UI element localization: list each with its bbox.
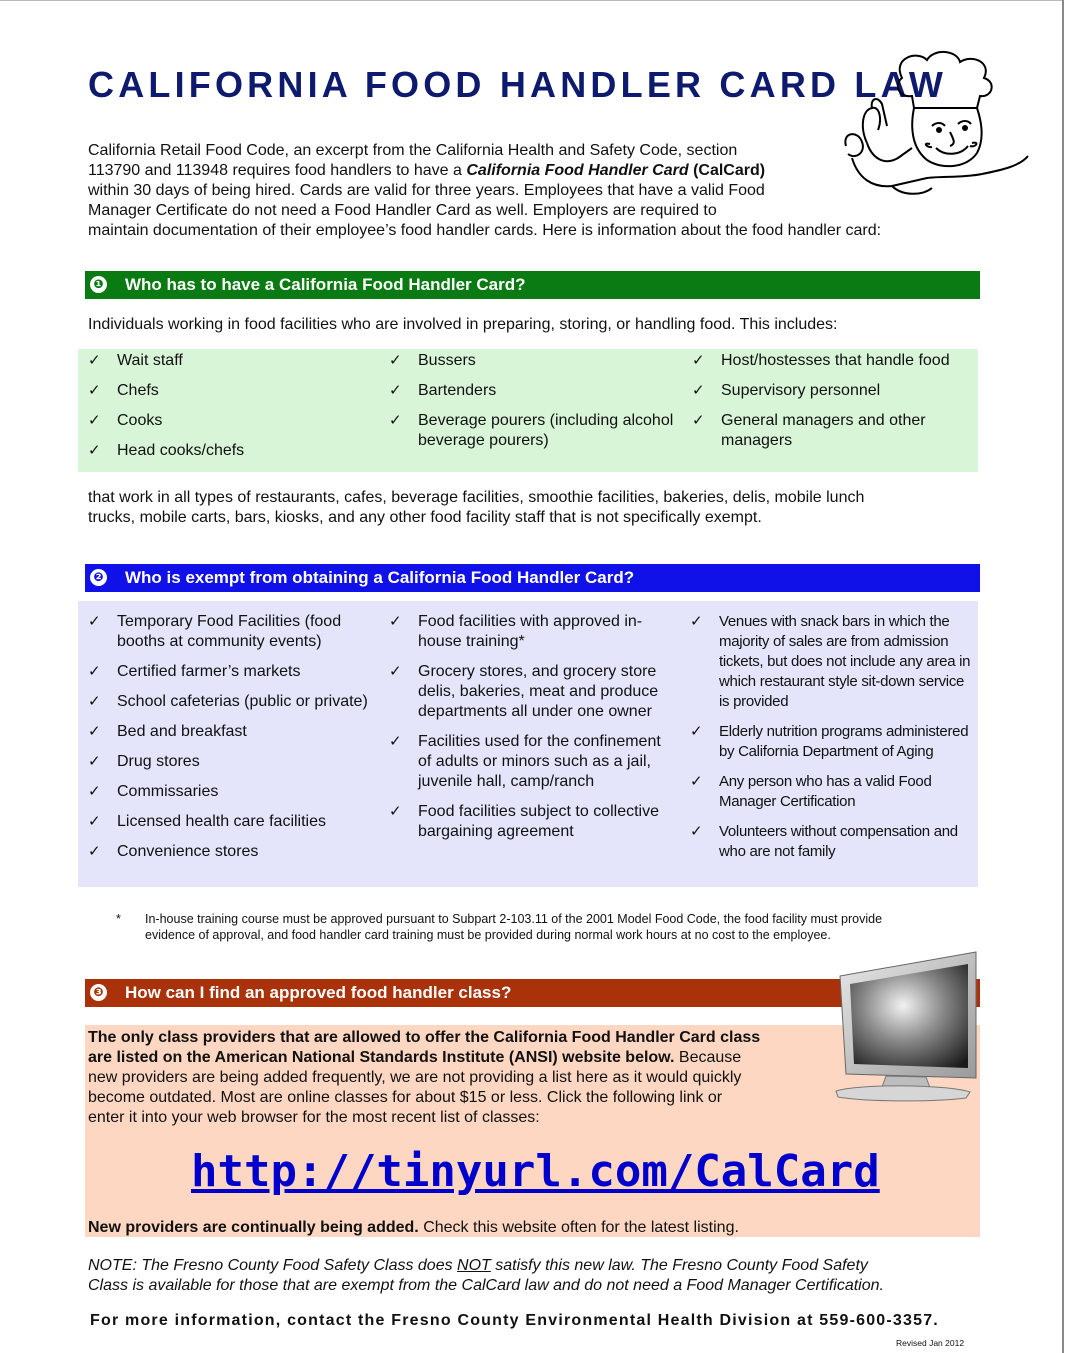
section2-number-icon: ❷ xyxy=(90,569,107,586)
section1-heading: Who has to have a California Food Handler Card? xyxy=(125,275,526,294)
section2-col1 xyxy=(88,612,373,862)
list-item xyxy=(690,722,975,762)
section1-header xyxy=(85,271,980,299)
list-item xyxy=(690,772,975,812)
check-icon: ✓ xyxy=(690,723,703,740)
check-icon: ✓ xyxy=(389,733,402,750)
list-item-text: Temporary Food Facilities (food booths at community events) xyxy=(117,613,342,650)
list-item xyxy=(389,802,669,842)
list-item xyxy=(389,612,669,652)
section2-header xyxy=(85,564,980,592)
computer-monitor-illustration xyxy=(826,946,980,1104)
check-icon: ✓ xyxy=(692,412,705,429)
section3-bold-text: are listed on the American National Standards Institute (ANSI) website below. xyxy=(88,1049,675,1066)
list-item-text: Bartenders xyxy=(418,382,497,399)
list-item xyxy=(692,411,962,451)
revised-date: Revised Jan 2012 xyxy=(896,1338,965,1348)
intro-line: maintain documentation of their employee’s food handler cards. Here is information about the food handler card: xyxy=(88,222,882,239)
section3-line xyxy=(88,1028,828,1048)
note-text: satisfy this new law. The Fresno County Food Safety xyxy=(490,1257,868,1274)
list-item-text: Licensed health care facilities xyxy=(117,813,327,830)
list-item xyxy=(88,782,373,802)
list-item-text: Grocery stores, and grocery store delis, bakeries, meat and produce departments all under one owner xyxy=(418,663,659,720)
page-border-right xyxy=(1062,0,1064,1353)
section3-text: Because xyxy=(674,1049,742,1066)
section2-heading: Who is exempt from obtaining a California Food Handler Card? xyxy=(125,568,635,587)
check-icon: ✓ xyxy=(88,613,101,630)
list-item-text: Beverage pourers (including alcohol beverage pourers) xyxy=(418,412,674,449)
list-item xyxy=(690,612,975,712)
check-icon: ✓ xyxy=(389,412,402,429)
calcard-link[interactable]: http://tinyurl.com/CalCard xyxy=(191,1146,880,1197)
list-item-text: School cafeterias (public or private) xyxy=(117,693,368,710)
intro-paragraph xyxy=(88,141,968,241)
section1-col2 xyxy=(389,351,674,451)
list-item xyxy=(88,381,368,401)
list-item xyxy=(88,692,373,712)
list-item xyxy=(389,351,674,371)
section3-body xyxy=(88,1028,828,1128)
section2-col2 xyxy=(389,612,669,842)
list-item xyxy=(88,842,373,862)
check-icon: ✓ xyxy=(88,813,101,830)
note-paragraph xyxy=(88,1256,988,1296)
list-item-text: Convenience stores xyxy=(117,843,259,860)
section3-bold-text: The only class providers that are allowed to offer the California Food Handler Card class xyxy=(88,1029,761,1046)
check-icon: ✓ xyxy=(690,823,703,840)
list-item xyxy=(88,752,373,772)
section3-line: new providers are being added frequently, we are not providing a list here as it would quickly xyxy=(88,1069,742,1086)
footnote-line: In-house training course must be approved pursuant to Subpart 2-103.11 of the 2001 Model Food Code, the food facility must provide xyxy=(145,912,883,926)
section3-line: enter it into your web browser for the most recent list of classes: xyxy=(88,1109,540,1126)
check-icon: ✓ xyxy=(690,773,703,790)
list-item-text: Any person who has a valid Food Manager Certification xyxy=(719,773,932,810)
check-icon: ✓ xyxy=(389,803,402,820)
new-providers-rest: Check this website often for the latest listing. xyxy=(418,1219,739,1236)
list-item-text: Certified farmer’s markets xyxy=(117,663,301,680)
list-item xyxy=(88,812,373,832)
check-icon: ✓ xyxy=(88,382,101,399)
section1-col3 xyxy=(692,351,962,451)
list-item xyxy=(389,732,669,792)
check-icon: ✓ xyxy=(88,442,101,459)
intro-line: California Retail Food Code, an excerpt from the California Health and Safety Code, section xyxy=(88,142,738,159)
section1-tail xyxy=(88,488,864,528)
list-item xyxy=(88,441,368,461)
list-item-text: Cooks xyxy=(117,412,163,429)
check-icon: ✓ xyxy=(692,352,705,369)
section1-tail-line: that work in all types of restaurants, cafes, beverage facilities, smoothie facilities, bakeries, delis, mobile lunch xyxy=(88,489,865,506)
list-item xyxy=(88,612,373,652)
list-item xyxy=(389,381,674,401)
list-item xyxy=(692,381,962,401)
section3-number-icon: ❸ xyxy=(90,984,107,1001)
check-icon: ✓ xyxy=(389,382,402,399)
list-item-text: Facilities used for the confinement of adults or minors such as a jail, juvenile hall, camp/ranch xyxy=(418,733,661,790)
contact-info: For more information, contact the Fresno County Environmental Health Division at 559-600-3357. xyxy=(90,1312,939,1329)
list-item-text: Drug stores xyxy=(117,753,200,770)
section2-col3 xyxy=(690,612,975,862)
section1-tail-line: trucks, mobile carts, bars, kiosks, and any other food facility staff that is not specifically exempt. xyxy=(88,509,762,526)
list-item-text: Wait staff xyxy=(117,352,183,369)
list-item xyxy=(88,662,373,682)
note-line: Class is available for those that are exempt from the CalCard law and do not need a Food Manager Certification. xyxy=(88,1277,884,1294)
list-item-text: Venues with snack bars in which the majority of sales are from admission tickets, but does not include any area in which restaurant style sit-down service is provided xyxy=(719,613,971,710)
page-border-top xyxy=(0,0,1064,1)
list-item-text: Commissaries xyxy=(117,783,219,800)
list-item-text: Head cooks/chefs xyxy=(117,442,245,459)
list-item xyxy=(88,351,368,371)
check-icon: ✓ xyxy=(389,613,402,630)
section1-col1 xyxy=(88,351,368,461)
check-icon: ✓ xyxy=(88,843,101,860)
list-item-text: Supervisory personnel xyxy=(721,382,881,399)
check-icon: ✓ xyxy=(88,352,101,369)
list-item-text: Bussers xyxy=(418,352,476,369)
list-item xyxy=(88,411,368,431)
intro-line: Manager Certificate do not need a Food Handler Card as well. Employers are required to xyxy=(88,202,717,219)
section1-number-icon: ❶ xyxy=(90,276,107,293)
intro-card-name: California Food Handler Card xyxy=(466,162,689,179)
section1-lead: Individuals working in food facilities who are involved in preparing, storing, or handling food. This includes: xyxy=(88,316,838,333)
list-item-text: Chefs xyxy=(117,382,159,399)
list-item xyxy=(389,411,674,451)
intro-text: 113790 and 113948 requires food handlers to have a xyxy=(88,162,467,179)
check-icon: ✓ xyxy=(88,753,101,770)
footnote-line: evidence of approval, and food handler card training must be provided during normal work hours at no cost to the employee. xyxy=(145,928,831,942)
check-icon: ✓ xyxy=(692,382,705,399)
note-text: NOTE: The Fresno County Food Safety Class does xyxy=(88,1257,458,1274)
list-item-text: Volunteers without compensation and who are not family xyxy=(719,823,958,860)
check-icon: ✓ xyxy=(88,693,101,710)
section3-line xyxy=(88,1048,828,1068)
intro-line: within 30 days of being hired. Cards are valid for three years. Employees that have a valid Food xyxy=(88,182,765,199)
check-icon: ✓ xyxy=(88,723,101,740)
footnote-marker: * xyxy=(116,912,121,926)
list-item xyxy=(690,822,975,862)
check-icon: ✓ xyxy=(88,663,101,680)
intro-line xyxy=(88,161,968,181)
section3-line: become outdated. Most are online classes for about $15 or less. Click the following link or xyxy=(88,1089,723,1106)
list-item-text: General managers and other managers xyxy=(721,412,926,449)
list-item-text: Bed and breakfast xyxy=(117,723,247,740)
list-item xyxy=(389,662,669,722)
list-item xyxy=(692,351,962,371)
list-item-text: Host/hostesses that handle food xyxy=(721,352,950,369)
check-icon: ✓ xyxy=(88,412,101,429)
note-not: NOT xyxy=(457,1257,491,1274)
list-item-text: Food facilities with approved in-house training* xyxy=(418,613,643,650)
section2-footnote xyxy=(116,911,976,943)
check-icon: ✓ xyxy=(690,613,703,630)
list-item-text: Food facilities subject to collective bargaining agreement xyxy=(418,803,659,840)
check-icon: ✓ xyxy=(389,663,402,680)
new-providers-text xyxy=(88,1218,739,1238)
intro-calcard: (CalCard) xyxy=(688,162,766,179)
check-icon: ✓ xyxy=(88,783,101,800)
list-item-text: Elderly nutrition programs administered by California Department of Aging xyxy=(719,723,969,760)
page-title: CALIFORNIA FOOD HANDLER CARD LAW xyxy=(88,64,948,105)
section3-heading: How can I find an approved food handler class? xyxy=(125,983,512,1002)
check-icon: ✓ xyxy=(389,352,402,369)
new-providers-bold: New providers are continually being added. xyxy=(88,1219,419,1236)
note-line xyxy=(88,1256,988,1276)
list-item xyxy=(88,722,373,742)
